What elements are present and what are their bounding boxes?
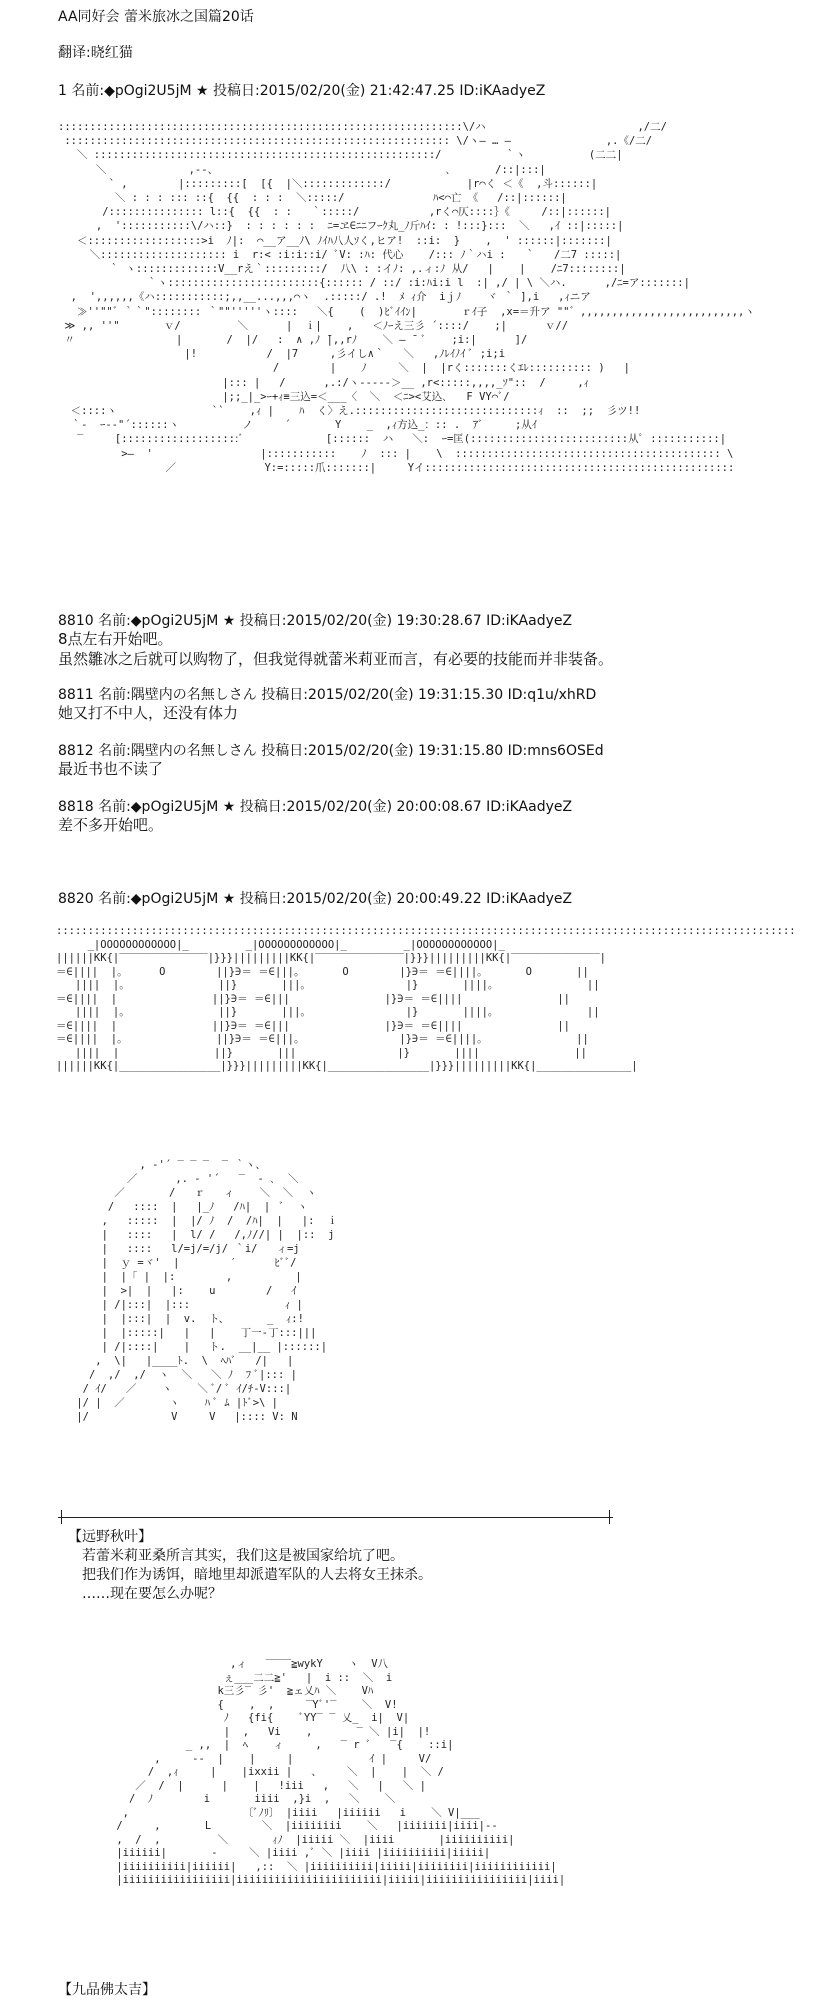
thread-title: AA同好会 蕾米旅冰之国篇20话 — [58, 9, 254, 25]
dialog-line: 若蕾米莉亚桑所言其实，我们这是被国家给坑了吧。 — [82, 1548, 404, 1564]
post-text: 她又打不中人，还没有体力 — [58, 704, 239, 722]
post-header: 8811 名前:隅壁内の名無しさん 投稿日:2015/02/20(金) 19:31:15.30 ID:q1u/xhRD — [58, 687, 597, 703]
post-header: 1 名前:◆pOgi2U5jM ★ 投稿日:2015/02/20(金) 21:42:47.25 ID:iKAadyeZ — [58, 83, 546, 99]
dialog-block — [68, 1528, 432, 1604]
post-text: 虽然雛冰之后就可以购物了，但我觉得就蕾米莉亚而言，有必要的技能而并非装备。 — [58, 650, 614, 668]
ascii-art-scene: ::::::::::::::::::::::::::::::::::::::::::::::::::::::::::::::::\/ハ ,/二/ ::::::::::::::::::::::::::::::::::::::::::::::::::::::::::::: \/ヽ― … ― ,.《/二/ ＼ ::::::::::::::::::::::::::::::::::::::::::::::::::::::/ ｀ヽ (二二| ＼ ,--、 ､ /::|:::| ` , |:::::::::[ [{ |＼:::::::::::::/ |r⌒く ＜《 ,斗::::::| ＼ : : : ::: ::{ {{ : : : ＼:::::/ ﾊ<⌒亡 《 /::|::::::| /::::::::::::::: l::{ {{ : : ｀:::::/ ,rく⌒仄::::｝《 /::|::::::| , ':::::::::::\/ハ::} : : : : : : ﾆ=ヱ∈ﾆﾆフｰｸ丸_ﾉ斤ﾊｲ: : !:::}::: ＼ ,ｲ ::|:::::| ＜::::::::::::::::::>i ﾉ|: ⌒__ア__ﾉ\ ﾉｲﾊ八人ｿく,ヒア! ::i: } , ' ::::::|:::::::| ＼:::::::::::::::::::: i r:< :i:i::i/ ﾞV: :ﾊ: 代心 /::: ﾉ｀ハi : ｀ /二7 :::::| ｀ ヽ:::::::::::::V__rえ｀:::::::::/ 八\ : :イﾉ: ,.ィ:ﾉ 从/ | | /ﾆ7::::::::| ｀ヽ::::::::::::::::::::::::{:::::: / ::/ :i:ﾊi:i l :| ,/ | \ ＼ハ. ,/ﾆ=ア:::::::| , ',,,,,,《ハ:::::::::::;,,__...,,,⌒ヽ .:::::/ .! ﾒ ｨ介 i̇ｊﾉ ヾ ｀ ],i ,ｨニア ≫''""゛｀｀":::::::: ｀""'''''ヽ:::: ＼{ ( )ﾋﾞｲｲﾝ| ｒｲ子 ,x=＝升ア ""゛,,,,,,,,,,,,,,,,,,,,,,,,,,ヽ ≫ ,, ''" ｖ/ ＼ | ｉ| , ＜ﾉｰえ三彡 ´::::/ ;| ｖ// 〃 | / |/ : ∧ ,ﾉ ̄|,,rﾉ ＼ ― ̄ ﾞ ;i:| ]/ |! / |7 ,彡イし∧｀ ＼ ,ﾉﾚｲﾉｲ ﾞ ;i;i / | ﾉ ＼ | |rく:::::::くｴﾚ:::::::::: ) | |::: | / ,.:/ヽ-----＞__ ,r<:::::,,,,_ｿ":: / ,ｨ |;;_|_>ｰ+ｨ≡三込=＜___〈 ＼ ＜ﾆ><艾込､ F VY⌒ﾞ/ ＜::::ヽ `` ,ｨ | ﾊ く〉え.:::::::::::::::::::::::::::::ｨ :: ;; 彡ツ!! ｀- ｰ--"´::::::ヽ ノ ´ Y _ ,ｨ方込_：:: . ｱﾞ ;从ｲ ‾ [:::::::::::::::::::ﾞ [:::::: ハ ＼: ｰ=匡(:::::::::::::::::::::::::从ﾟ :::::::::::| >― ' |::::::::::: ﾉ ::: | \ :::::::::::::::::::::::::::::::::::::::::: \ ／ Y:=:::::爪:::::::| Yイ::::::::::::::::::::::::::::::::::::::::::::::::: — [58, 121, 755, 474]
dialog-line: ……现在要怎么办呢？ — [82, 1586, 222, 1602]
next-speaker-label: 【九品佛太吉】 — [58, 1982, 156, 1998]
post-text: 8点左右开始吧。 — [58, 630, 173, 648]
divider-end-right — [609, 1510, 610, 1524]
translator-credit: 翻译:晓红猫 — [58, 45, 133, 61]
post-text: 差不多开始吧。 — [58, 816, 164, 834]
post-header: 8818 名前:◆pOgi2U5jM ★ 投稿日:2015/02/20(金) 20:00:08.67 ID:iKAadyeZ — [58, 799, 573, 815]
post-header: 8820 名前:◆pOgi2U5jM ★ 投稿日:2015/02/20(金) 20:00:49.22 ID:iKAadyeZ — [58, 891, 573, 907]
dialog-speaker: 【远野秋叶】 — [68, 1529, 152, 1545]
post-text: 最近书也不读了 — [58, 760, 164, 778]
ascii-art-character-kuhonbutsu: ,ィ ‾‾‾‾≧wykY ヽ V八 ぇ___二二≧' | i :: ＼ i k三彡‾ 彡' ≧ェ乂ﾊ ＼ Vﾊ { , , ‾Yﾞ'‾ ＼ V! ﾉ {fi{ ﾞYY‾ ‾ 乂_ i| V| | , Vi , ‾ ＼ |i| |! _ ,, | ﾍ ィ , ‾ r ﾞ ‾{ ::i| , -- | | | ｲ | V/ / ,ｨ | |ixxii | 、 ＼ | | ＼ / ／ / | | | !iii , ＼ | ＼ | / ﾉ i iiii ,}i , ＼ ＼ , 〔ﾞﾉﾘ〕 |iiii |iiiiii i ＼ V|___ / , L ＼ |iiiiiiii ＼ |iiiiiii|iiii|-- , / , ＼ ｨﾉ |iiiii ＼ |iiii |iiiiiiiiii| |iiiiii| ‐ ＼ |iiii ,ﾞ ＼ |iiii |iiiiiiiiii|iiiii| |iiiiiiiiii|iiiiii| ,:: ＼ |iiiiiiiiii|iiiii|iiiiiiii|iiiiiiiiiiii| |iiiiiiiiiiiiiiiii|iiiiiiiiiiiiiiiiiiiiiii|iiiii|iiiiiiiiiiiiiiii|iiii| — [116, 1658, 566, 1886]
ascii-art-train: ::::::::::::::::::::::::::::::::::::::::::::::::::::::::::::::::::::::::::::::::::::::::::::::::::::::::::::::::::::: _|OOOOOOOOOOOO|_ _|OOOOOOOOOOOO|_ _|OOOOOOOOOOOO|_ ||||||KK{|‾‾‾‾‾‾‾‾‾‾‾‾‾‾|}}}|||||||||KK{|‾‾‾‾‾‾‾‾‾‾‾‾‾‾|}}}|||||||||KK{|‾‾‾‾‾‾‾‾‾‾‾‾‾‾| ＝∈|||| |。 O ||}∋＝ ＝∈|||。 O |}∋＝ ＝∈||||。 O || |||| |。 ||} |||。 |} ||||。 || ＝∈|||| | ||}∋＝ ＝∈||| |}∋＝ ＝∈|||| || |||| |。 ||} |||。 |} ||||。 || ＝∈|||| | ||}∋＝ ＝∈||| |}∋＝ ＝∈|||| || ＝∈|||| |。 ||}∋＝ ＝∈|||。 |}∋＝ ＝∈||||。 || |||| | ||} ||| |} |||| || ||||||KK{|________________|}}}|||||||||KK{|________________|}}}|||||||||KK{|_______________| — [56, 925, 796, 1072]
ascii-art-character-akiha: , ‐'´ ‾ ‾ ‾ ‾ ｀ヽ、 ／ ,. ‐ '´ ‾ ‐ ､ ＼ ／ / ｒ ィ ＼ ＼ ヽ / :::: | |_ﾉ /ﾊ| | ﾞ ヽ , ::::: | |/ ﾉ / /ﾊ| | |: ｉ | :::: | l/ / /,ﾉ//| | |:: j | :::: l/=j/=/j/ ｀i/ ィ=j | ｙ =ヾ' | ′ ﾋﾞﾞ/ | |「 | |: , | | >| | |: u / ｲ | /|:::| |::: ｨ | | |:::| | v. ト、 _ ｨ:! | |:::::| | | 丁一-丁:::||| | /|::::| | ト. __|__ |::::::| , \| |____ﾄ. \ ﾍﾊﾞ /| | / ,/ ,/ ヽ ＼ ＼ ﾉ ﾌ ﾞ|::: | / ｲ/ ／ ヽ ＼ ﾞ/ ﾞ ｲ/ﾁ-V:::| |/ | ／ ヽ ﾊ ﾞ ﾑ |ﾄﾞ>\ | |/ V V |:::: V: N — [76, 1159, 338, 1423]
dialog-line: 把我们作为诱饵，暗地里却派遣军队的人去将女王抹杀。 — [82, 1567, 432, 1583]
post-header: 8812 名前:隅壁内の名無しさん 投稿日:2015/02/20(金) 19:31:15.80 ID:mns6OSEd — [58, 743, 604, 759]
dialog-divider — [58, 1517, 613, 1518]
post-header: 8810 名前:◆pOgi2U5jM ★ 投稿日:2015/02/20(金) 19:30:28.67 ID:iKAadyeZ — [58, 613, 573, 629]
